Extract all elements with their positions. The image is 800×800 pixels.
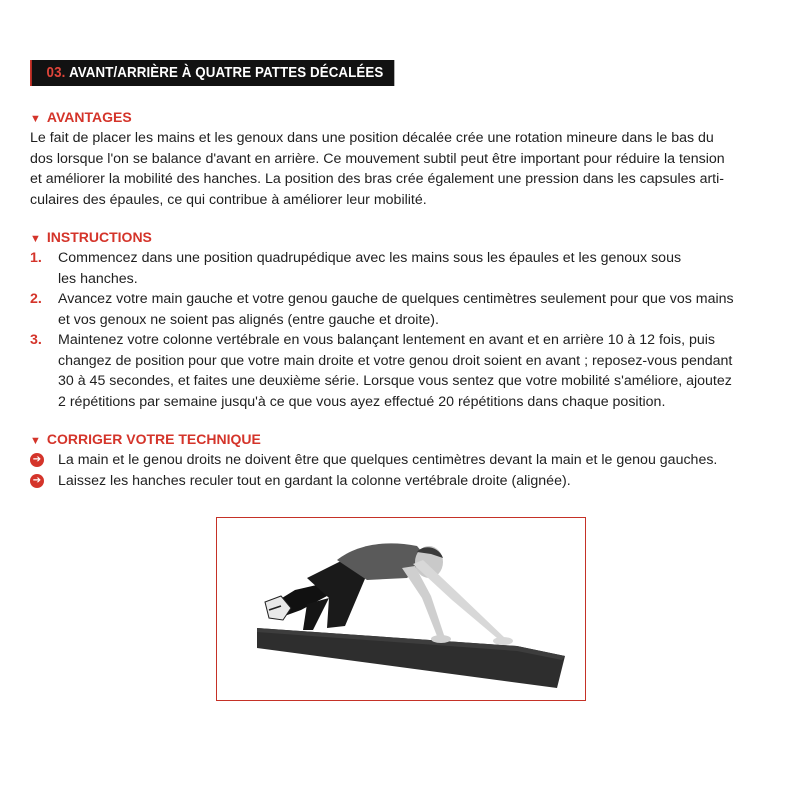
triangle-down-icon: ▼ bbox=[30, 113, 41, 125]
step-line: Commencez dans une position quadrupédique avec les mains sous les épaules et les genoux sous bbox=[58, 250, 682, 266]
instruction-step bbox=[30, 248, 782, 289]
triangle-down-icon: ▼ bbox=[30, 233, 41, 245]
section-instructions bbox=[30, 229, 782, 412]
avantages-line: dos lorsque l'on se balance d'avant en arrière. Ce mouvement subtil peut être important pour réduire la tension bbox=[30, 150, 725, 167]
step-line: Maintenez votre colonne vertébrale en vous balançant lentement en avant et en arrière 10 à 12 fois, puis bbox=[58, 332, 715, 348]
avantages-heading-label: AVANTAGES bbox=[46, 109, 132, 125]
step-line: 2 répétitions par semaine jusqu'à ce que vous ayez effectué 20 répétitions dans chaque position. bbox=[58, 393, 666, 410]
step-line: 30 à 45 secondes, et faites une deuxième série. Lorsque vous sentez que votre mobilité s'améliore, ajoutez bbox=[58, 373, 732, 389]
technique-heading-label: CORRIGER VOTRE TECHNIQUE bbox=[46, 431, 261, 447]
step-number: 2. bbox=[30, 291, 42, 307]
instructions-heading bbox=[30, 229, 782, 248]
step-line: et vos genoux ne soient pas alignés (entre gauche et droite). bbox=[58, 311, 439, 328]
exercise-number: 03. bbox=[46, 65, 66, 81]
avantages-line: et améliorer la mobilité des hanches. La position des bras crée également une pression dans les capsules arti- bbox=[30, 171, 724, 187]
instruction-step bbox=[30, 330, 782, 412]
technique-tips bbox=[30, 450, 782, 491]
step-line: les hanches. bbox=[58, 270, 138, 287]
arrow-right-circle-icon: ➔ bbox=[30, 474, 44, 488]
section-technique bbox=[30, 431, 782, 491]
instruction-steps bbox=[30, 248, 782, 412]
avantages-paragraph bbox=[30, 128, 782, 210]
step-text bbox=[58, 289, 782, 330]
instructions-heading-label: INSTRUCTIONS bbox=[46, 229, 152, 245]
step-number: 1. bbox=[30, 250, 42, 266]
exercise-title: AVANT/ARRIÈRE À QUATRE PATTES DÉCALÉES bbox=[69, 65, 384, 81]
avantages-line: Le fait de placer les mains et les genoux dans une position décalée crée une rotation mineure dans le bas du bbox=[30, 130, 714, 146]
document-page bbox=[30, 60, 782, 491]
technique-heading bbox=[30, 431, 782, 450]
step-text bbox=[58, 248, 782, 289]
instruction-step bbox=[30, 289, 782, 330]
exercise-photo bbox=[216, 517, 586, 701]
tip-text: Laissez les hanches reculer tout en gardant la colonne vertébrale droite (alignée). bbox=[58, 472, 571, 489]
step-line: changez de position pour que votre main droite et votre genou droit soient en avant ; reposez-vous pendant bbox=[58, 352, 733, 369]
exercise-title-bar bbox=[30, 60, 394, 86]
avantages-heading bbox=[30, 109, 782, 128]
step-text bbox=[58, 330, 782, 412]
tip-item bbox=[30, 471, 782, 492]
woman-on-mat-illustration bbox=[217, 518, 585, 700]
tip-text: La main et le genou droits ne doivent être que quelques centimètres devant la main et le genou gauches. bbox=[58, 452, 718, 468]
tip-item bbox=[30, 450, 782, 471]
step-line: Avancez votre main gauche et votre genou gauche de quelques centimètres seulement pour que vos mains bbox=[58, 291, 734, 307]
arrow-right-circle-icon: ➔ bbox=[30, 453, 44, 467]
section-avantages bbox=[30, 109, 782, 210]
step-number: 3. bbox=[30, 332, 42, 348]
avantages-line: culaires des épaules, ce qui contribue à améliorer leur mobilité. bbox=[30, 191, 427, 208]
triangle-down-icon: ▼ bbox=[30, 435, 41, 447]
